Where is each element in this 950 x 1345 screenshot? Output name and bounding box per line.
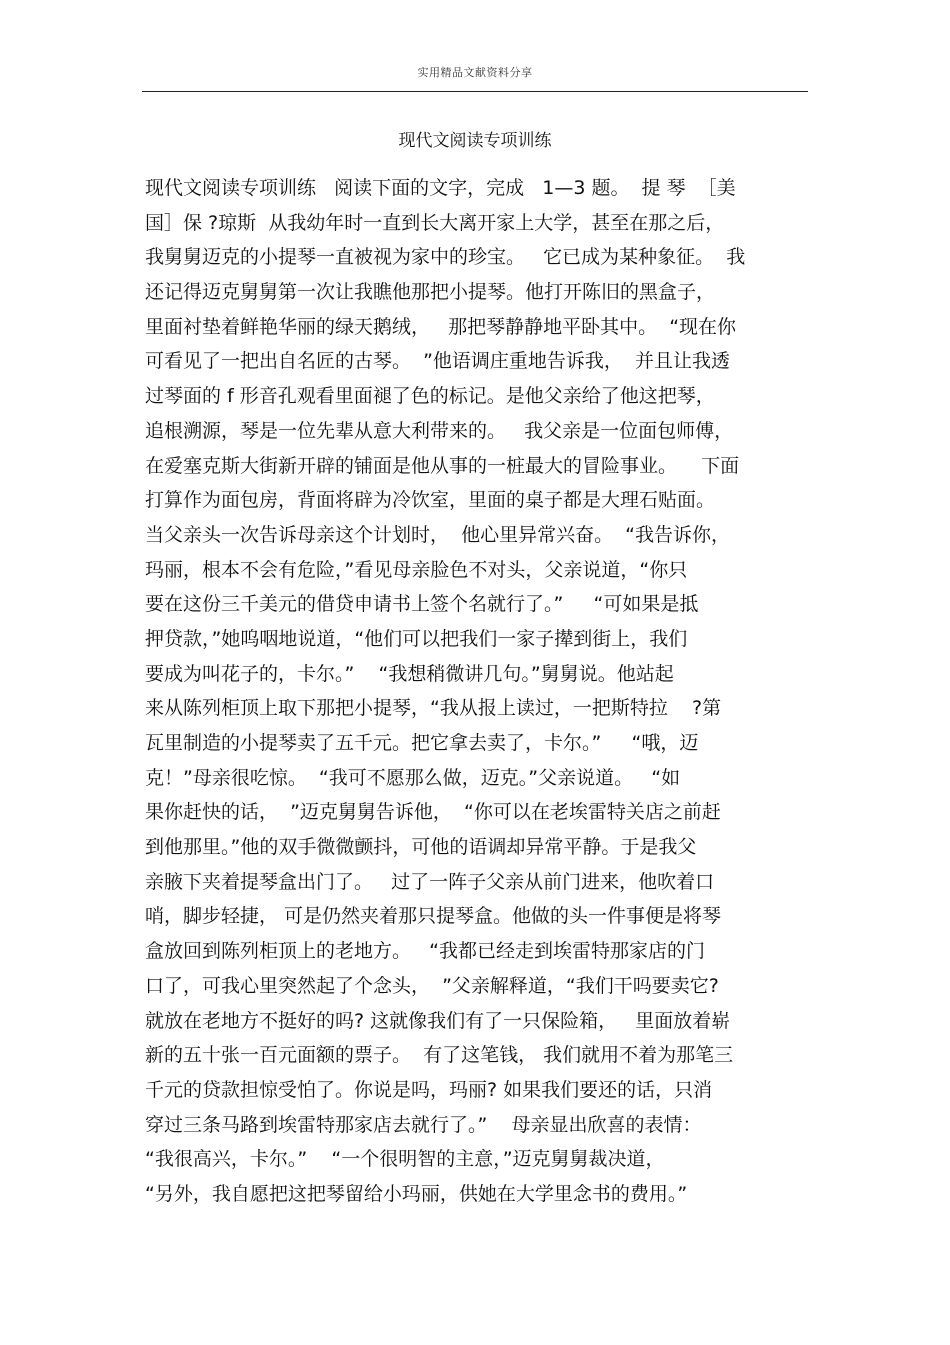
body-line: 当父亲头一次告诉母亲这个计划时， 他心里异常兴奋。 “我告诉你， <box>145 523 731 546</box>
body-line: 到他那里。”他的双手微微颤抖，可他的语调却异常平静。于是我父 <box>145 836 697 859</box>
body-line: 追根溯源，琴是一位先辈从意大利带来的。 我父亲是一位面包师傅， <box>145 419 734 442</box>
body-line: 在爱塞克斯大街新开辟的铺面是他从事的一桩最大的冒险事业。 下面 <box>145 454 740 477</box>
body-line: 克！”母亲很吃惊。 “我可不愿那么做，迈克。”父亲说道。 “如 <box>145 766 681 789</box>
body-line: 国］保 ?琼斯 从我幼年时一直到长大离开家上大学，甚至在那之后， <box>145 211 725 234</box>
body-line: 千元的贷款担惊受怕了。你说是吗，玛丽? 如果我们要还的话，只消 <box>145 1078 713 1101</box>
body-line: 亲腋下夹着提琴盒出门了。 过了一阵子父亲从前门进来，他吹着口 <box>145 870 715 893</box>
body-line: 果你赶快的话， ”迈克舅舅告诉他， “你可以在老埃雷特关店之前赶 <box>145 801 721 824</box>
body-line: 过琴面的 f 形音孔观看里面褪了色的标记。是他父亲给了他这把琴， <box>145 385 715 408</box>
body-line: 瓦里制造的小提琴卖了五千元。把它拿去卖了，卡尔。” “哦，迈 <box>145 732 699 754</box>
body-line: 现代文阅读专项训练 阅读下面的文字，完成 1—3 题。 提 琴 ［美 <box>145 177 736 199</box>
body-line: 穿过三条马路到埃雷特那家店去就行了。” 母亲显出欣喜的表情： <box>145 1113 702 1136</box>
body-line: 玛丽，根本不会有危险，”看见母亲脸色不对头，父亲说道，“你只 <box>145 558 688 581</box>
body-line: 盒放回到陈列柜顶上的老地方。 “我都已经走到埃雷特那家店的门 <box>145 940 705 963</box>
body-line: 新的五十张一百元面额的票子。 有了这笔钱， 我们就用不着为那笔三 <box>145 1044 734 1067</box>
body-line: “另外，我自愿把这把琴留给小玛丽，供她在大学里念书的费用。” <box>145 1182 688 1205</box>
body-line: “我很高兴，卡尔。” “一个很明智的主意，”迈克舅舅裁决道， <box>145 1148 665 1171</box>
body-line: 就放在老地方不挺好的吗? 这就像我们有了一只保险箱， 里面放着崭 <box>145 1009 731 1032</box>
body-line: 要成为叫花子的，卡尔。” “我想稍微讲几句。”舅舅说。他站起 <box>145 662 674 685</box>
body-line: 里面衬垫着鲜艳华丽的绿天鹅绒， 那把琴静静地平卧其中。 “现在你 <box>145 315 737 338</box>
body-line: 还记得迈克舅舅第一次让我瞧他那把小提琴。他打开陈旧的黑盒子， <box>145 281 716 304</box>
page-header: 实用精品文献资料分享 <box>417 66 533 79</box>
body-line: 哨，脚步轻捷， 可是仍然夹着那只提琴盒。他做的头一件事便是将琴 <box>145 905 722 928</box>
document-body <box>145 171 807 1212</box>
body-line: 可看见了一把出自名匠的古琴。 ”他语调庄重地告诉我， 并且让我透 <box>145 350 731 373</box>
body-line: 押贷款，”她呜咽地说道，“他们可以把我们一家子撵到街上，我们 <box>145 627 688 650</box>
document-title: 现代文阅读专项训练 <box>398 131 552 151</box>
body-line: 要在这份三千美元的借贷申请书上签个名就行了。” “可如果是抵 <box>145 593 699 616</box>
body-line: 我舅舅迈克的小提琴一直被视为家中的珍宝。 它已成为某种象征。 我 <box>145 246 746 269</box>
body-line: 来从陈列柜顶上取下那把小提琴，“我从报上读过，一把斯特拉 ?第 <box>145 697 722 720</box>
body-line: 口了，可我心里突然起了个念头， ”父亲解释道，“我们干吗要卖它? <box>145 974 719 997</box>
header-rule <box>142 91 808 92</box>
body-line: 打算作为面包房，背面将辟为冷饮室，里面的桌子都是大理石贴面。 <box>145 489 716 512</box>
